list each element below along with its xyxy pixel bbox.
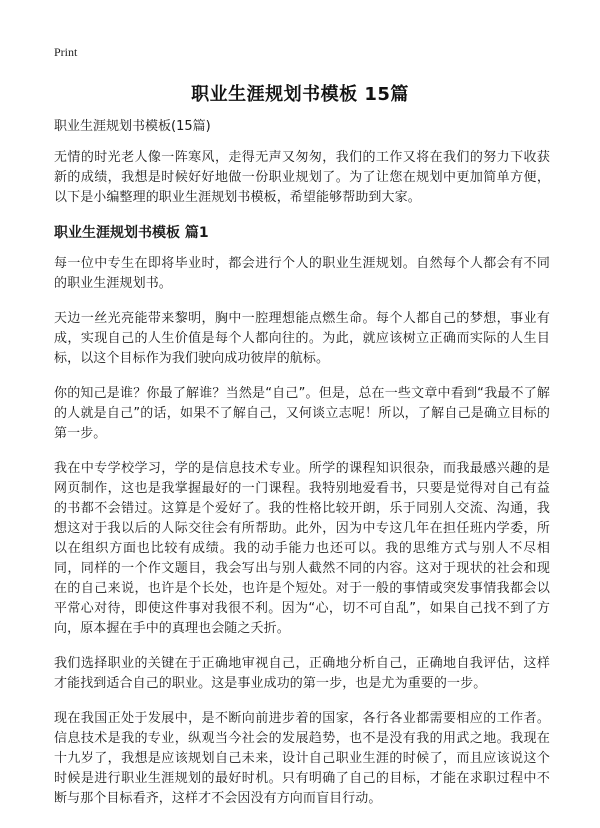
body-paragraph: 我在中专学校学习，学的是信息技术专业。所学的课程知识很杂，而我最感兴趣的是网页制作，这也是我掌握最好的一门课程。我特别地爱看书，只要是觉得对自己有益的书都不会错过。这算是个爱好了。我的性格比较开朗，乐于同别人交流、沟通，我想这对于我以后的人际交往会有所帮助。此外，因为中专这几年在担任班内学委，所以在组织方面也比较有成绩。我的动手能力也还可以。我的思维方式与别人不尽相同，同样的一个作文题目，我会写出与别人截然不同的内容。这对于现状的社会和现在的自己来说，也许是个长处，也许是个短处。对于一般的事情或突发事情我都会以平常心对待，即使这件事对我很不利。因为“心，切不可自乱”，如果自己找不到了方向，原本握在手中的真理也会随之夭折。 — [54, 461, 550, 636]
body-paragraph: 每一位中专生在即将毕业时，都会进行个人的职业生涯规划。自然每个人都会有不同的职业生涯规划书。 — [54, 256, 550, 291]
intro-paragraph: 无情的时光老人像一阵寒风，走得无声又匆匆，我们的工作又将在我们的努力下收获新的成绩，我想是时候好好地做一份职业规划了。为了让您在规划中更加简单方便，以下是小编整理的职业生涯规划书模板，希望能够帮助到大家。 — [54, 150, 550, 205]
print-label: Print — [54, 45, 78, 59]
section-heading: 职业生涯规划书模板 篇1 — [54, 225, 209, 241]
body-paragraph: 你的知己是谁？你最了解谁？当然是“自己”。但是，总在一些文章中看到“我最不了解的人就是自己”的话，如果不了解自己，又何谈立志呢！所以，了解自己是确立目标的第一步。 — [54, 386, 550, 441]
body-paragraph: 我们选择职业的关键在于正确地审视自己，正确地分析自己，正确地自我评估，这样才能找到适合自己的职业。这是事业成功的第一步，也是尤为重要的一步。 — [54, 656, 550, 691]
document-title: 职业生涯规划书模板 15篇 — [191, 84, 409, 105]
body-paragraph: 现在我国正处于发展中，是不断向前进步着的国家，各行各业都需要相应的工作者。信息技术是我的专业，纵观当今社会的发展趋势，也不是没有我的用武之地。我现在十九岁了，我想是应该规划自己未来，设计自己职业生涯的时候了，而且应该说这个时候是进行职业生涯规划的最好时机。只有明确了自己的目标，才能在求职过程中不断与那个目标看齐，这样才不会因没有方向而盲目行动。 — [54, 711, 550, 806]
body-paragraph: 天边一丝光亮能带来黎明，胸中一腔理想能点燃生命。每个人都自己的梦想，事业有成，实现自己的人生价值是每个人都向往的。为此，就应该树立正确而实际的人生目标，以这个目标作为我们驶向成功彼岸的航标。 — [54, 311, 550, 366]
document-subtitle: 职业生涯规划书模板(15篇) — [54, 119, 211, 134]
document-body — [54, 118, 550, 824]
